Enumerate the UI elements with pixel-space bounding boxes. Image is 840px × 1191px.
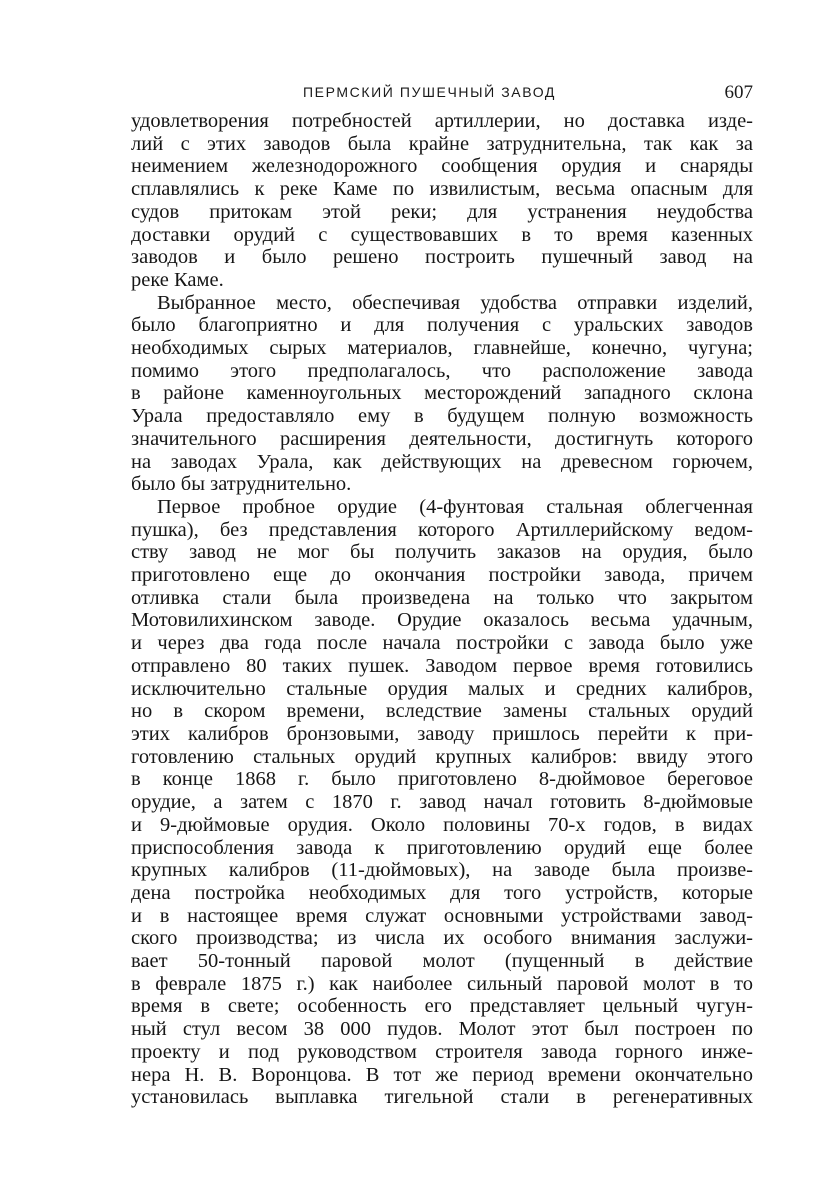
- paragraph: [131, 496, 753, 1109]
- text-line: отправлено 80 таких пушек. Заводом первое время готовились: [131, 654, 753, 677]
- running-head: [131, 78, 753, 110]
- text-line: заводов и было решено построить пушечный завод на: [131, 246, 753, 269]
- text-line: в районе каменноугольных месторождений западного склона: [131, 382, 753, 405]
- text-line: неимением железнодорожного сообщения орудия и снаряды: [131, 155, 753, 178]
- text-line: исключительно стальные орудия малых и средних калибров,: [131, 677, 753, 700]
- book-page: [131, 78, 753, 1109]
- text-line: было бы затруднительно.: [131, 473, 352, 496]
- running-title: ПЕРМСКИЙ ПУШЕЧНЫЙ ЗАВОД: [303, 84, 556, 100]
- text-line: сплавлялись к реке Каме по извилистым, весьма опасным для: [131, 178, 753, 201]
- text-line: и в настоящее время служат основными устройствами завод-: [131, 904, 753, 927]
- text-line: отливка стали была произведена на только что закрытом: [131, 586, 753, 609]
- text-line: проекту и под руководством строителя завода горного инже-: [131, 1040, 753, 1063]
- text-line: реке Каме.: [131, 268, 224, 291]
- text-line: и 9-дюймовые орудия. Около половины 70-х годов, в видах: [131, 813, 753, 836]
- text-line: судов притокам этой реки; для устранения неудобства: [131, 200, 753, 223]
- text-line: значительного расширения деятельности, достигнуть которого: [131, 427, 753, 450]
- page-number: 607: [724, 82, 753, 103]
- text-line: в конце 1868 г. было приготовлено 8-дюймовое береговое: [131, 768, 753, 791]
- text-line: доставки орудий с существовавших в то время казенных: [131, 223, 753, 246]
- text-line: готовлению стальных орудий крупных калибров: ввиду этого: [131, 745, 753, 768]
- text-line: время в свете; особенность его представляет цельный чугун-: [131, 995, 753, 1018]
- text-line: дена постройка необходимых для того устройств, которые: [131, 881, 753, 904]
- text-line: лий с этих заводов была крайне затруднительна, так как за: [131, 132, 753, 155]
- text-line: на заводах Урала, как действующих на древесном горючем,: [131, 450, 753, 473]
- text-line: приготовлено еще до окончания постройки завода, причем: [131, 564, 753, 587]
- text-line: было благоприятно и для получения с уральских заводов: [131, 314, 753, 337]
- text-line: Первое пробное орудие (4-фунтовая стальная облегченная: [157, 495, 753, 518]
- paragraph: [131, 110, 753, 292]
- text-line: приспособления завода к приготовлению орудий еще более: [131, 836, 753, 859]
- text-line: и через два года после начала постройки с завода было уже: [131, 632, 753, 655]
- text-line: ный стул весом 38 000 пудов. Молот этот был построен по: [131, 1018, 753, 1041]
- paragraph: [131, 292, 753, 496]
- body-text: [131, 110, 753, 1109]
- text-line: орудие, а затем с 1870 г. завод начал готовить 8-дюймовые: [131, 791, 753, 814]
- text-line: но в скором времени, вследствие замены стальных орудий: [131, 700, 753, 723]
- text-line: крупных калибров (11-дюймовых), на заводе была произве-: [131, 859, 753, 882]
- text-line: установилась выплавка тигельной стали в регенеративных: [131, 1086, 753, 1109]
- text-line: Выбранное место, обеспечивая удобства отправки изделий,: [157, 291, 753, 314]
- text-line: удовлетворения потребностей артиллерии, но доставка изде-: [131, 110, 753, 132]
- text-line: необходимых сырых материалов, главнейше, конечно, чугуна;: [131, 337, 753, 360]
- text-line: ского производства; из числа их особого внимания заслужи-: [131, 927, 753, 950]
- text-line: Урала предоставляло ему в будущем полную возможность: [131, 405, 753, 428]
- text-line: в феврале 1875 г.) как наиболее сильный паровой молот в то: [131, 972, 753, 995]
- text-line: вает 50-тонный паровой молот (пущенный в действие: [131, 950, 753, 973]
- text-line: помимо этого предполагалось, что расположение завода: [131, 359, 753, 382]
- text-line: нера Н. В. Воронцова. В тот же период времени окончательно: [131, 1063, 753, 1086]
- text-line: Мотовилихинском заводе. Орудие оказалось весьма удачным,: [131, 609, 753, 632]
- text-line: этих калибров бронзовыми, заводу пришлось перейти к при-: [131, 722, 753, 745]
- text-line: ству завод не мог бы получить заказов на орудия, было: [131, 541, 753, 564]
- text-line: пушка), без представления которого Артиллерийскому ведом-: [131, 518, 753, 541]
